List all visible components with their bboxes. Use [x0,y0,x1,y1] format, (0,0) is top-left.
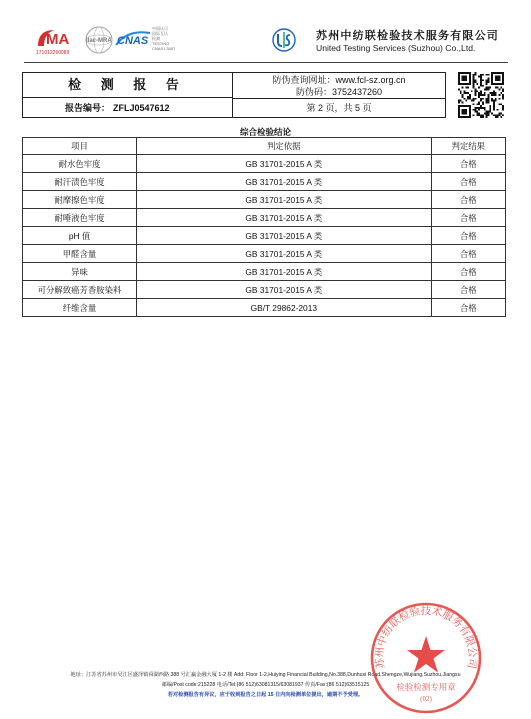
cnas-logo [114,27,152,51]
ilac-text: ilac-MRA [86,38,112,44]
section-title: 综合检验结论 [239,127,291,137]
seal-label: 检验检测专用章 [396,682,456,692]
query-website[interactable]: 防伪查询网址：www.fcl-sz.org.cn [272,75,406,85]
table-row [23,299,506,317]
cell-basis: GB 31701-2015 A 类 [137,155,432,173]
cell-result: 合格 [431,209,505,227]
cell-result: 合格 [431,191,505,209]
cell-item: 甲醛含量 [23,245,137,263]
table-row [23,191,506,209]
cell-item: 耐汗渍色牢度 [23,173,137,191]
ilac-mra-logo [84,25,114,55]
footer-address: 地址：江苏省苏州市吴江区盛泽镇舜湖西路 388 号汇赢金融大厦 1-2 楼 Add: Floor 1-2,Huiying Financial Building,No.388,Dunhuxi Road,Shengze,Wujiang,Suzhou,Jiangsu [70,672,461,678]
header-item: 项目 [23,138,137,155]
cell-basis: GB 31701-2015 A 类 [137,209,432,227]
footer-notice: 若对检测报告有异议，应于收到报告之日起 15 日内向检测单位提出，逾期不予受理。 [167,692,364,698]
header-basis: 判定依据 [137,138,432,155]
company-name-cn: 苏州中纺联检验技术服务有限公司 [316,30,499,42]
table-row [23,263,506,281]
table-row [23,227,506,245]
table-row [23,209,506,227]
info-divider [233,98,445,99]
cell-item: 可分解致癌芳香胺染料 [23,281,137,299]
report-info-right [233,73,445,117]
report-number-label: 报告编号： [65,103,111,113]
report-number-row [23,98,233,118]
seal-code: (02) [420,695,432,703]
inspection-seal-stamp [368,600,484,716]
header-result: 判定结果 [431,138,505,155]
cell-item: 耐水色牢度 [23,155,137,173]
anti-counterfeit-code: 防伪码：3752437260 [295,87,383,97]
report-title: 检 测 报 告 [23,73,233,98]
cell-basis: GB 31701-2015 A 类 [137,173,432,191]
company-name-en: United Testing Services (Suzhou) Co.,Ltd. [316,43,476,53]
table-row [23,245,506,263]
cell-item: 耐唾液色牢度 [23,209,137,227]
cell-item: 耐摩擦色牢度 [23,191,137,209]
cell-result: 合格 [431,227,505,245]
cell-result: 合格 [431,281,505,299]
cell-result: 合格 [431,263,505,281]
report-number: ZFLJ0547612 [113,103,170,113]
seal-arc-text: 苏州中纺联检验技术服务有限公司 [374,605,478,670]
cell-item: 异味 [23,263,137,281]
table-header-row [23,138,506,155]
cell-basis: GB 31701-2015 A 类 [137,191,432,209]
qr-code[interactable] [458,72,504,118]
cell-result: 合格 [431,155,505,173]
cell-basis: GB 31701-2015 A 类 [137,245,432,263]
star-icon [407,636,445,673]
cell-result: 合格 [431,173,505,191]
cell-basis: GB 31701-2015 A 类 [137,263,432,281]
report-info-box [22,72,446,118]
cell-item: pH 值 [23,227,137,245]
cell-result: 合格 [431,245,505,263]
cma-logo [34,26,78,50]
page-indicator: 第 2 页，共 5 页 [306,103,372,113]
footer-contact: 邮编/Post code:215228 电话/Tel:(86 512)63081315/63081937 传真/Fax:(86 512)63515125 [161,682,370,688]
cnas-text: CNAS [117,35,149,47]
results-table [22,137,506,317]
cell-item: 纤维含量 [23,299,137,317]
table-row [23,155,506,173]
header-divider [24,62,508,63]
company-logo [270,27,298,53]
svg-text:MA: MA [46,31,70,48]
table-row [23,173,506,191]
cell-basis: GB/T 29862-2013 [137,299,432,317]
cell-result: 合格 [431,299,505,317]
cell-basis: GB 31701-2015 A 类 [137,281,432,299]
cnas-caption: 中国认可 国际互认 检测 TESTING CNAS L3457 [152,26,176,51]
cell-basis: GB 31701-2015 A 类 [137,227,432,245]
cma-code: 171012260089 [36,50,70,56]
table-row [23,281,506,299]
